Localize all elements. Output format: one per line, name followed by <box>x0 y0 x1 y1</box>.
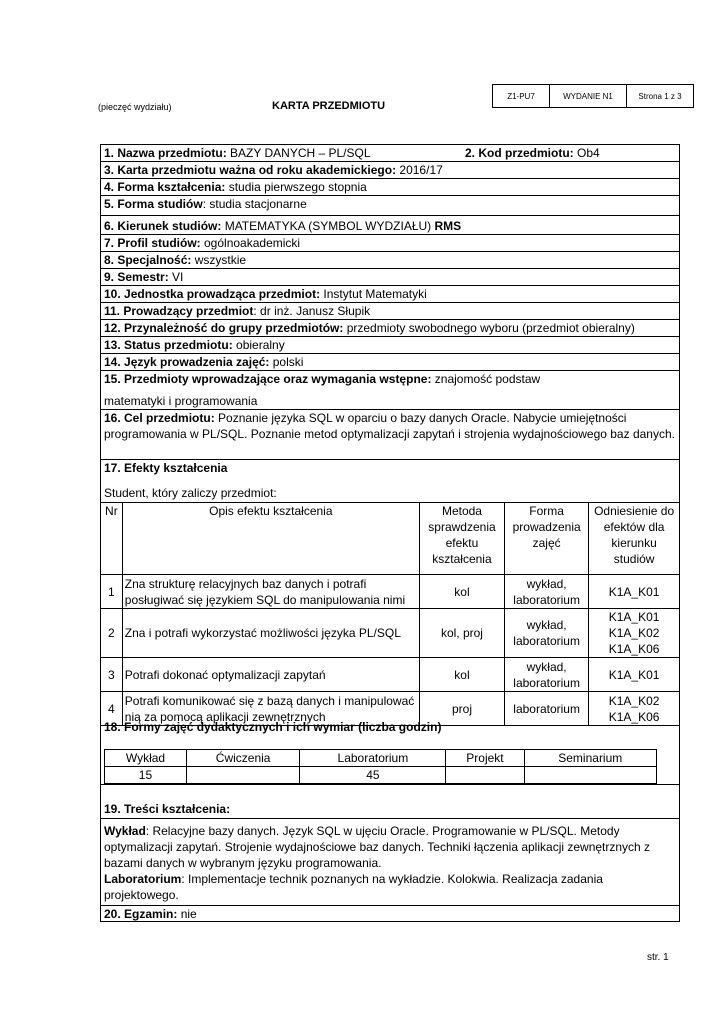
field-20 <box>101 905 679 922</box>
field-6 <box>101 216 679 235</box>
row-forma: laboratorium <box>505 692 589 726</box>
field-7-label: 7. Profil studiów: <box>104 236 201 250</box>
row-forma: wykład, laboratorium <box>505 658 589 692</box>
row-nr: 1 <box>101 575 122 609</box>
field-10 <box>101 286 679 303</box>
field-14-label: 14. Język prowadzenia zajęć: <box>104 355 270 369</box>
field-5-value: : studia stacjonarne <box>202 197 307 211</box>
field-3-label: 3. Karta przedmiotu ważna od roku akademickiego: <box>104 163 397 177</box>
document-code: Z1-PU7 <box>493 85 550 107</box>
page-number: str. 1 <box>647 952 669 963</box>
field-13-value: obieralny <box>232 338 285 352</box>
table-header-row <box>101 503 679 575</box>
field-16 <box>101 410 679 460</box>
field-13-label: 13. Status przedmiotu: <box>104 338 233 352</box>
field-15-value-continued: matematyki i programowania <box>104 394 258 408</box>
row-opis: Potrafi dokonać optymalizacji zapytań <box>122 658 419 692</box>
tresci-wyklad-text: : Relacyjne bazy danych. Język SQL w ujęciu Oracle. Programowanie w PL/SQL. Metody optymalizacji zapytań. Strojenie wydajnościowe baz danych. Techniki łączenia aplikacji zewnętrznych z bazami danych w wybranym języku programowania. <box>104 824 651 870</box>
field-9-value: VI <box>168 270 184 284</box>
field-5 <box>101 196 679 216</box>
field-1-label: 1. Nazwa przedmiotu: <box>104 146 227 160</box>
row-odniesienie: K1A_K02 K1A_K06 <box>589 692 679 726</box>
field-2-label: 2. Kod przedmiotu: <box>465 146 574 160</box>
tresci-wyklad-label: Wykład <box>104 824 146 838</box>
field-5-label: 5. Forma studiów <box>104 197 203 211</box>
field-6-label: 6. Kierunek studiów: <box>104 219 222 233</box>
field-10-label: 10. Jednostka prowadząca przedmiot: <box>104 287 321 301</box>
tresci-lab-text: : Implementacje technik poznanych na wykładzie. Kolokwia. Realizacja zadania projektowego. <box>104 872 603 902</box>
field-11-label: 11. Prowadzący przedmiot <box>104 304 254 318</box>
hours-laboratorium: 45 <box>300 767 446 784</box>
row-odniesienie: K1A_K01 K1A_K02 K1A_K06 <box>589 609 679 658</box>
row-opis: Zna strukturę relacyjnych baz danych i potrafi posługiwać się językiem SQL do manipulowania nimi <box>122 575 419 609</box>
row-nr: 4 <box>101 692 122 726</box>
row-metoda: proj <box>419 692 504 726</box>
field-20-value: nie <box>177 907 197 921</box>
field-16-value: Poznanie języka SQL w oparciu o bazy danych Oracle. Nabycie umiejętności programowania w PL/SQL. Poznanie metod optymalizacji zapytań i strojenia wydajnościowego baz danych. <box>104 411 675 441</box>
row-metoda: kol <box>419 575 504 609</box>
field-19-content <box>101 823 679 905</box>
stamp-label: (pieczęć wydziału) <box>98 102 172 112</box>
field-8 <box>101 252 679 269</box>
table-row <box>101 609 679 658</box>
field-8-value: wszystkie <box>191 253 247 267</box>
teaching-hours-header-row <box>105 750 657 767</box>
row-nr: 3 <box>101 658 122 692</box>
hours-header-seminarium: Seminarium <box>524 750 656 767</box>
field-14 <box>101 354 679 371</box>
field-12-label: 12. Przynależność do grupy przedmiotów: <box>104 321 344 335</box>
teaching-hours-values-row <box>105 767 657 784</box>
row-opis: Potrafi komunikować się z bazą danych i manipulować nią za pomocą aplikacji zewnętrznych <box>122 692 419 726</box>
field-11 <box>101 303 679 320</box>
field-15 <box>101 371 679 410</box>
hours-seminarium <box>524 767 656 784</box>
field-4-label: 4. Forma kształcenia: <box>104 180 226 194</box>
header-forma: Forma prowadzenia zajęć <box>505 503 589 575</box>
field-15-value: znajomość podstaw <box>431 372 541 386</box>
field-7 <box>101 235 679 252</box>
header-metoda: Metoda sprawdzenia efektu kształcenia <box>419 503 504 575</box>
field-3 <box>101 162 679 179</box>
tresci-lab-label: Laboratorium <box>104 872 182 886</box>
field-19-label: 19. Treści kształcenia: <box>104 802 231 816</box>
table-row <box>101 658 679 692</box>
document-page: Strona 1 z 3 <box>638 91 682 101</box>
hours-cwiczenia <box>186 767 299 784</box>
field-19 <box>101 799 679 819</box>
field-1 <box>101 145 679 162</box>
course-card <box>100 144 680 922</box>
hours-header-cwiczenia: Ćwiczenia <box>186 750 299 767</box>
table-row <box>101 575 679 609</box>
row-odniesienie: K1A_K01 <box>589 658 679 692</box>
document-edition: WYDANIE N1 <box>550 85 627 107</box>
learning-outcomes-table <box>101 502 679 726</box>
field-2-value: Ob4 <box>573 146 600 160</box>
field-8-label: 8. Specjalność: <box>104 253 192 267</box>
field-4-value: studia pierwszego stopnia <box>225 180 367 194</box>
field-15-label: 15. Przedmioty wprowadzające oraz wymagania wstępne: <box>104 372 432 386</box>
hours-header-projekt: Projekt <box>446 750 524 767</box>
row-opis: Zna i potrafi wykorzystać możliwości języka PL/SQL <box>122 609 419 658</box>
hours-projekt <box>446 767 524 784</box>
row-forma: wykład, laboratorium <box>505 575 589 609</box>
field-17-label: 17. Efekty kształcenia <box>104 461 228 475</box>
field-4 <box>101 179 679 196</box>
field-20-label: 20. Egzamin: <box>104 907 178 921</box>
field-12 <box>101 320 679 337</box>
hours-header-wyklad: Wykład <box>105 750 187 767</box>
row-metoda: kol <box>419 658 504 692</box>
field-17 <box>101 460 679 502</box>
field-17-intro: Student, który zaliczy przedmiot: <box>104 486 277 500</box>
document-id-table <box>492 84 694 108</box>
header-opis: Opis efektu kształcenia <box>122 503 419 575</box>
field-6-symbol: RMS <box>434 219 462 233</box>
field-7-value: ogólnoakademicki <box>200 236 301 250</box>
field-3-value: 2016/17 <box>396 163 443 177</box>
field-16-label: 16. Cel przedmiotu: <box>104 411 215 425</box>
field-10-value: Instytut Matematyki <box>320 287 427 301</box>
hours-header-laboratorium: Laboratorium <box>300 750 446 767</box>
field-18-label: 18. Formy zajęć dydaktycznych i ich wymiar (liczba godzin) <box>104 720 442 734</box>
field-13 <box>101 337 679 354</box>
row-metoda: kol, proj <box>419 609 504 658</box>
field-14-value: polski <box>269 355 304 369</box>
hours-wyklad: 15 <box>105 767 187 784</box>
field-1-value: BAZY DANYCH – PL/SQL <box>226 146 371 160</box>
field-6-value: MATEMATYKA (SYMBOL WYDZIAŁU) <box>221 219 435 233</box>
field-9-label: 9. Semestr: <box>104 270 169 284</box>
header-nr: Nr <box>101 503 122 575</box>
teaching-hours-table <box>104 749 657 784</box>
row-nr: 2 <box>101 609 122 658</box>
page-title: KARTA PRZEDMIOTU <box>272 100 386 112</box>
header-odniesienie: Odniesienie do efektów dla kierunku studiów <box>589 503 679 575</box>
row-forma: wykład, laboratorium <box>505 609 589 658</box>
field-11-value: : dr inż. Janusz Słupik <box>253 304 371 318</box>
field-12-value: przedmioty swobodnego wyboru (przedmiot obieralny) <box>343 321 635 335</box>
field-9 <box>101 269 679 286</box>
row-odniesienie: K1A_K01 <box>589 575 679 609</box>
